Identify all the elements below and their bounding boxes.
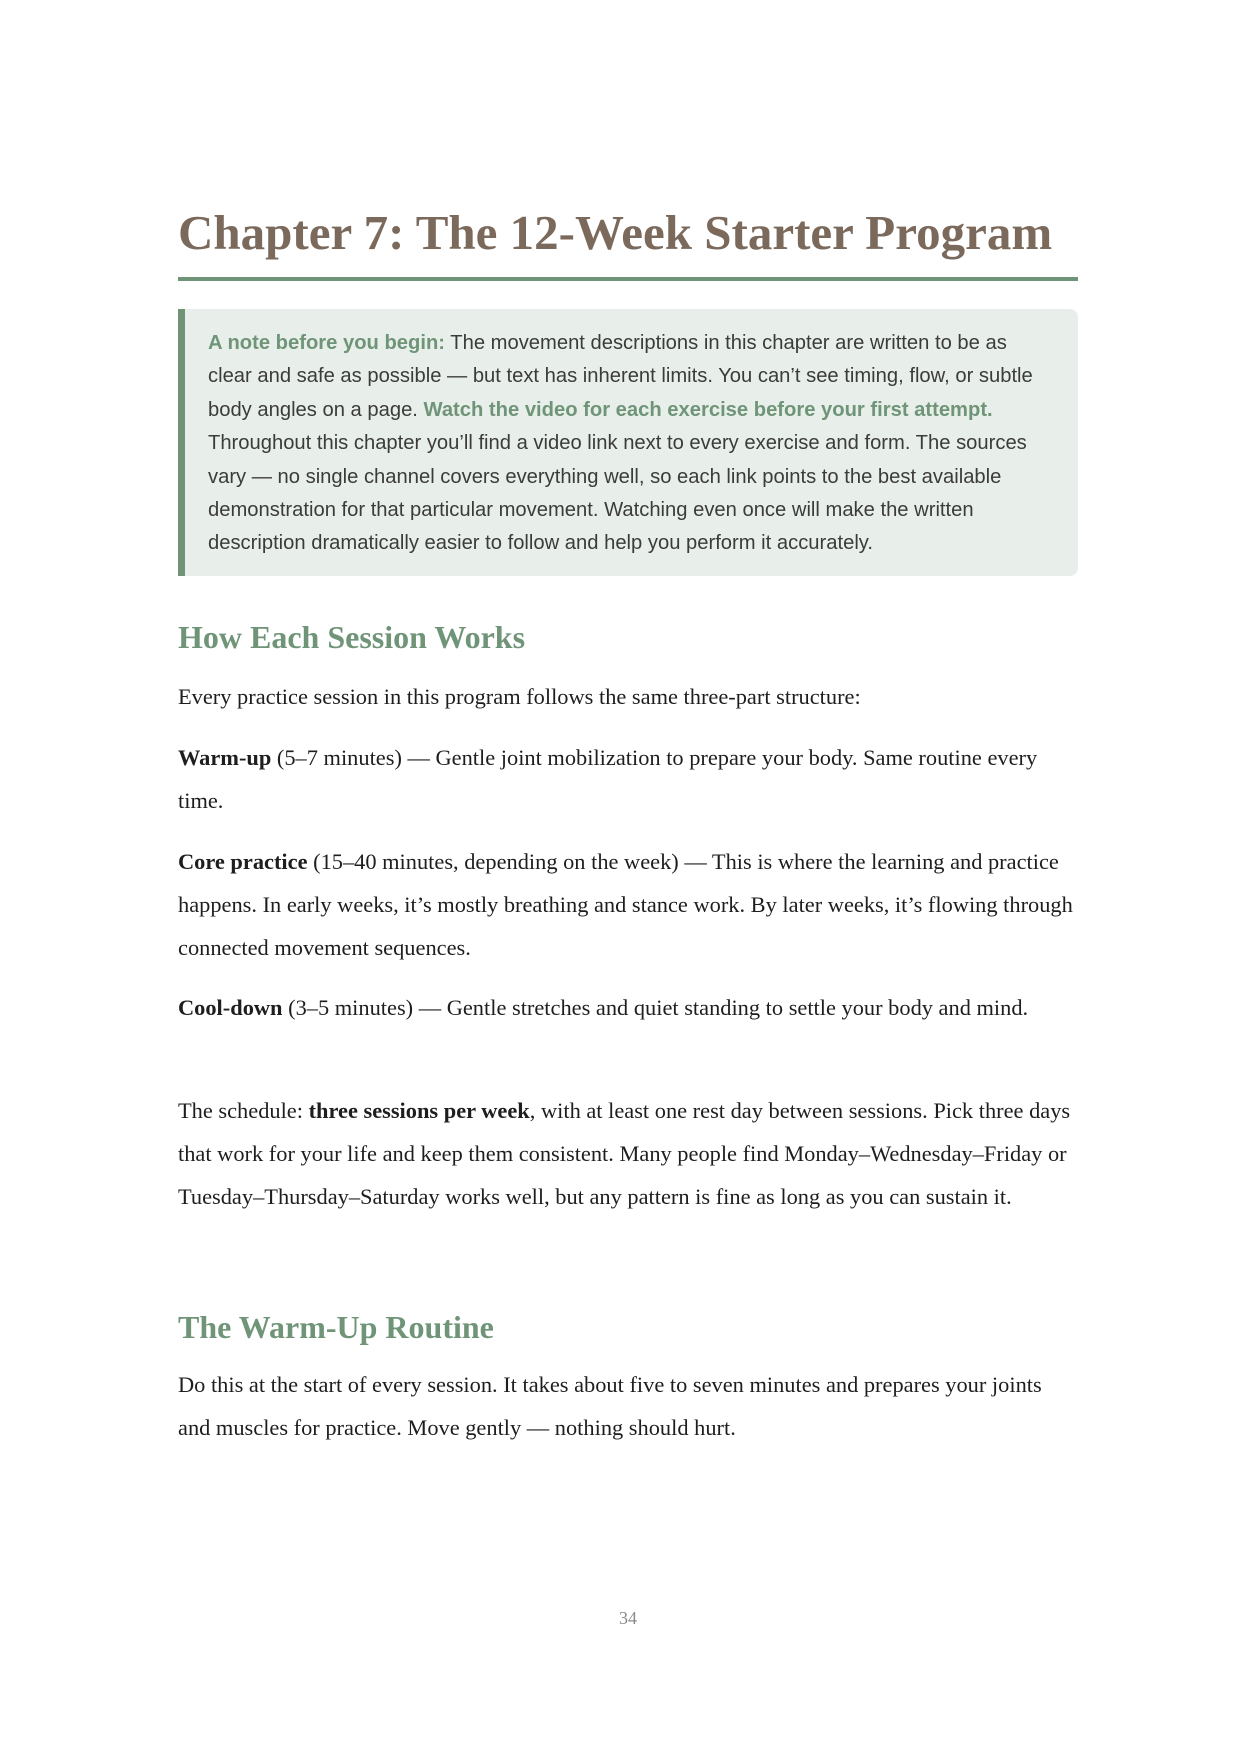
schedule-lead: The schedule: — [178, 1098, 309, 1123]
cooldown-text: (3–5 minutes) — Gentle stretches and quiet standing to settle your body and mind. — [282, 995, 1029, 1020]
page-number: 34 — [619, 1608, 637, 1628]
session-intro: Every practice session in this program follows the same three-part structure: — [178, 684, 861, 709]
note-text-1: The movement descriptions in this chapter are written to be as clear and safe as possible — but text has inherent limits. You can’t see timing, flow, or subtle body angles on a page. — [208, 332, 1033, 421]
core-text: (15–40 minutes, depending on the week) — This is where the learning and practice happens. In early weeks, it’s mostly breathing and stance work. By later weeks, it’s flowing through connected movement sequences. — [178, 849, 1073, 960]
chapter-title: Chapter 7: The 12-Week Starter Program — [178, 205, 1053, 260]
schedule-text: , with at least one rest day between sessions. Pick three days that work for your life and keep them consistent. Many people find Monday–Wednesday–Friday or Tuesday–Thursday–Saturday works well, but any pattern is fine as long as you can sustain it. — [178, 1098, 1071, 1209]
schedule-paragraph — [178, 1089, 1078, 1218]
schedule-bold: three sessions per week — [308, 1098, 530, 1123]
core-paragraph — [178, 840, 1078, 969]
warmup-paragraph — [178, 736, 1078, 822]
section-heading-warmup: The Warm-Up Routine — [178, 1309, 494, 1345]
note-callout — [178, 309, 1078, 576]
note-text-2: Throughout this chapter you’ll find a video link next to every exercise and form. The sources vary — no single channel covers everything well, so each link points to the best available demonstration for that particular movement. Watching even once will make the written description dramatically easier to follow and help you perform it accurately. — [208, 432, 1027, 555]
warmup-text: (5–7 minutes) — Gentle joint mobilization to prepare your body. Same routine every time. — [178, 745, 1038, 813]
core-label: Core practice — [178, 849, 308, 874]
warmup-label: Warm-up — [178, 745, 272, 770]
warmup-routine-text: Do this at the start of every session. It takes about five to seven minutes and prepares your joints and muscles for practice. Move gently — nothing should hurt. — [178, 1372, 1042, 1440]
cooldown-paragraph — [178, 986, 1078, 1029]
section-heading-session: How Each Session Works — [178, 619, 526, 655]
title-divider — [178, 277, 1078, 281]
note-highlight: Watch the video for each exercise before your first attempt. — [423, 398, 993, 421]
note-lead: A note before you begin: — [208, 332, 446, 354]
cooldown-label: Cool-down — [178, 995, 283, 1020]
